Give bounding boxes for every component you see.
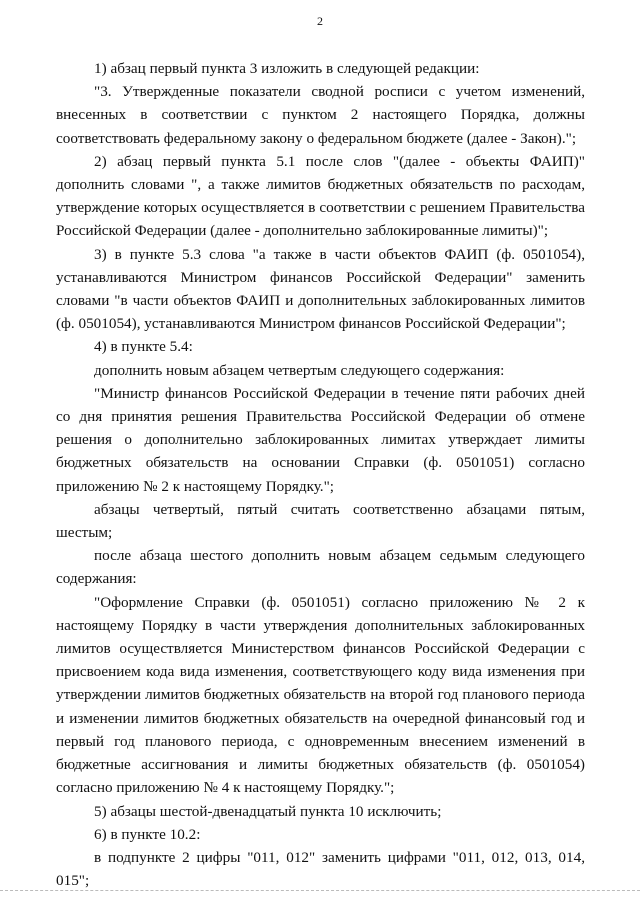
paragraph-amend-item-2: 2) абзац первый пункта 5.1 после слов "(далее - объекты ФАИП)" дополнить словами ", а также лимитов бюджетных обязательств по расходам, утверждение которых осуществляется в соответствии с решением Правительства Российской Федерации (далее - дополнительно заблокированные лимиты)"; — [56, 152, 585, 240]
paragraph-amend-item-3: 3) в пункте 5.3 слова "а также в части объектов ФАИП (ф. 0501054), устанавливаются Министром финансов Российской Федерации" заменить словами "в части объектов ФАИП и дополнительных заблокированных лимитов (ф. 0501054), устанавливаются Министром финансов Российской Федерации"; — [56, 245, 585, 333]
paragraph-subitem-2-digits: в подпункте 2 цифры "011, 012" заменить цифрами "011, 012, 013, 014, 015"; — [56, 848, 585, 890]
paragraph-amend-item-4: 4) в пункте 5.4: — [94, 338, 193, 356]
paragraph-quote-minister: "Министр финансов Российской Федерации в течение пяти рабочих дней со дня принятия решения Правительства Российской Федерации об отмене решения о дополнительно заблокированных лимитах утверждает лимиты бюджетных обязательств на основании Справки (ф. 0501051) согласно приложению № 2 к настоящему Порядку."; — [56, 384, 585, 495]
paragraph-renumber-abzacs: абзацы четвертый, пятый считать соответственно абзацами пятым, шестым; — [56, 500, 585, 542]
page-number: 2 — [317, 14, 323, 28]
paragraph-quote-point-3: "3. Утвержденные показатели сводной росписи с учетом изменений, внесенных в соответствии с пунктом 2 настоящего Порядка, должны соответствовать федеральному закону о федеральном бюджете (далее - Закон)."; — [56, 83, 585, 147]
paragraph-amend-item-6: 6) в пункте 10.2: — [94, 825, 201, 843]
paragraph-amend-item-1: 1) абзац первый пункта 3 изложить в следующей редакции: — [94, 60, 480, 77]
scan-edge-divider — [0, 890, 640, 891]
document-body — [56, 57, 585, 892]
paragraph-add-seventh-abzac: после абзаца шестого дополнить новым абзацем седьмым следующего содержания: — [56, 547, 585, 588]
paragraph-amend-item-5: 5) абзацы шестой-двенадцатый пункта 10 исключить; — [94, 802, 442, 820]
paragraph-quote-spravka: "Оформление Справки (ф. 0501051) согласно приложению № 2 к настоящему Порядку в части утверждения дополнительных заблокированных лимитов осуществляется Министерством финансов Российской Федерации с присвоением кода вида изменения, соответствующего коду вида изменения при утверждении лимитов бюджетных обязательств на второй год планового периода и изменении лимитов бюджетных обязательств на очередной финансовый год и первый год планового периода, с одновременным внесением изменений в бюджетные ассигнования и лимиты бюджетных обязательств (ф. 0501054) согласно приложению № 4 к настоящему Порядку."; — [56, 593, 585, 797]
paragraph-add-fourth-abzac: дополнить новым абзацем четвертым следующего содержания: — [94, 361, 505, 379]
